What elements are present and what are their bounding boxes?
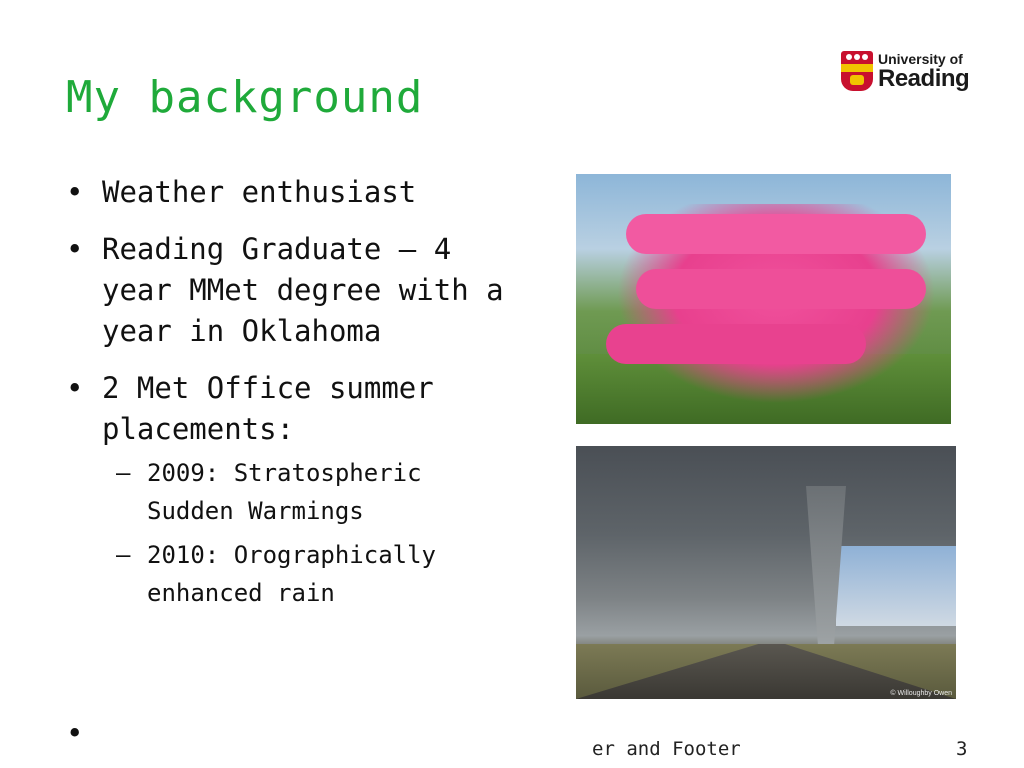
bullet-item bbox=[66, 368, 506, 612]
team-photo bbox=[576, 174, 951, 424]
bullet-item bbox=[66, 172, 506, 213]
bullet-item bbox=[66, 229, 506, 352]
bullet-text: Reading Graduate – 4 year MMet degree with a year in Oklahoma bbox=[102, 232, 504, 348]
bullet-marker: • bbox=[66, 175, 84, 209]
bullet-text: 2 Met Office summer placements: bbox=[102, 371, 434, 446]
photo-credit: © Willoughby Owen bbox=[890, 690, 952, 697]
logo-line-1: University of bbox=[878, 50, 963, 67]
sub-bullet-item bbox=[102, 454, 506, 530]
sub-bullet-text: 2010: Orographically enhanced rain bbox=[147, 541, 436, 607]
sub-bullet-marker: – bbox=[116, 459, 131, 487]
tornado-photo bbox=[576, 446, 956, 699]
footer-text: er and Footer bbox=[592, 738, 741, 760]
bullet-marker: • bbox=[66, 232, 84, 266]
sub-bullet-text: 2009: Stratospheric Sudden Warmings bbox=[147, 459, 422, 525]
partial-bullet-marker: • bbox=[66, 716, 84, 750]
sub-bullet-marker: – bbox=[116, 541, 131, 569]
logo-line-2: Reading bbox=[878, 64, 970, 92]
bullet-list-area bbox=[66, 172, 506, 720]
page-number: 3 bbox=[956, 738, 968, 760]
slide-title: My background bbox=[66, 72, 424, 123]
university-logo bbox=[841, 48, 977, 94]
bullet-marker: • bbox=[66, 371, 84, 405]
bullet-list bbox=[66, 172, 506, 612]
crest-icon bbox=[841, 51, 873, 91]
sub-bullet-list bbox=[102, 454, 506, 612]
bullet-text: Weather enthusiast bbox=[102, 175, 417, 209]
sub-bullet-item bbox=[102, 536, 506, 612]
